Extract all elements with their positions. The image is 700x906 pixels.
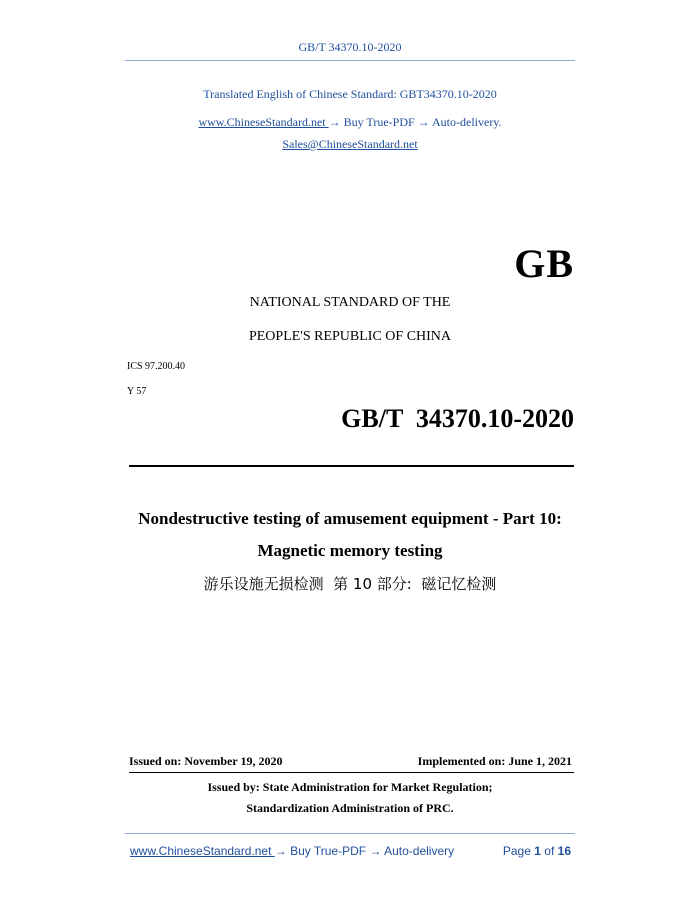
national-standard-line1: NATIONAL STANDARD OF THE — [249, 295, 451, 310]
standard-number: GB/T 34370.10-2020 — [341, 404, 574, 433]
page-label: Page — [502, 844, 531, 858]
footer-buy-text: → Buy True-PDF → Auto-delivery — [274, 844, 455, 858]
buy-text: → Buy True-PDF → Auto-delivery. — [328, 115, 502, 129]
email-link[interactable]: Sales@ChineseStandard.net — [282, 137, 418, 151]
issued-rule — [129, 772, 574, 773]
title-en-line2: Magnetic memory testing — [257, 541, 443, 560]
email-line — [0, 137, 700, 152]
footer-site-link[interactable]: www.ChineseStandard.net — [130, 844, 275, 858]
page-indicator — [440, 844, 571, 858]
header-code: GB/T 34370.10-2020 — [298, 40, 402, 54]
page-number: 1 — [534, 844, 541, 858]
footer-rule — [125, 833, 575, 834]
translated-line: Translated English of Chinese Standard: GBT34370.10-2020 — [203, 87, 497, 101]
page-total: 16 — [557, 844, 571, 858]
header-rule — [125, 60, 575, 61]
gb-logo: GB — [514, 241, 574, 286]
title-en-line1: Nondestructive testing of amusement equipment - Part 10: — [138, 509, 562, 528]
ics-code: ICS 97.200.40 — [127, 361, 186, 372]
of-label: of — [544, 844, 555, 858]
issued-on: Issued on: November 19, 2020 — [129, 754, 283, 768]
national-standard-line2: PEOPLE'S REPUBLIC OF CHINA — [248, 329, 452, 344]
purchase-line — [0, 115, 700, 130]
title-cn: 游乐设施无损检测 第 10 部分: 磁记忆检测 — [203, 575, 497, 593]
issued-by-line1: Issued by: State Administration for Market Regulation; — [207, 780, 493, 794]
site-link[interactable]: www.ChineseStandard.net — [198, 115, 329, 129]
issued-by-line2: Standardization Administration of PRC. — [246, 801, 454, 815]
footer-purchase-line — [130, 844, 454, 858]
title-rule — [129, 465, 574, 467]
classification-code: Y 57 — [127, 386, 147, 397]
implemented-on: Implemented on: June 1, 2021 — [417, 754, 572, 768]
